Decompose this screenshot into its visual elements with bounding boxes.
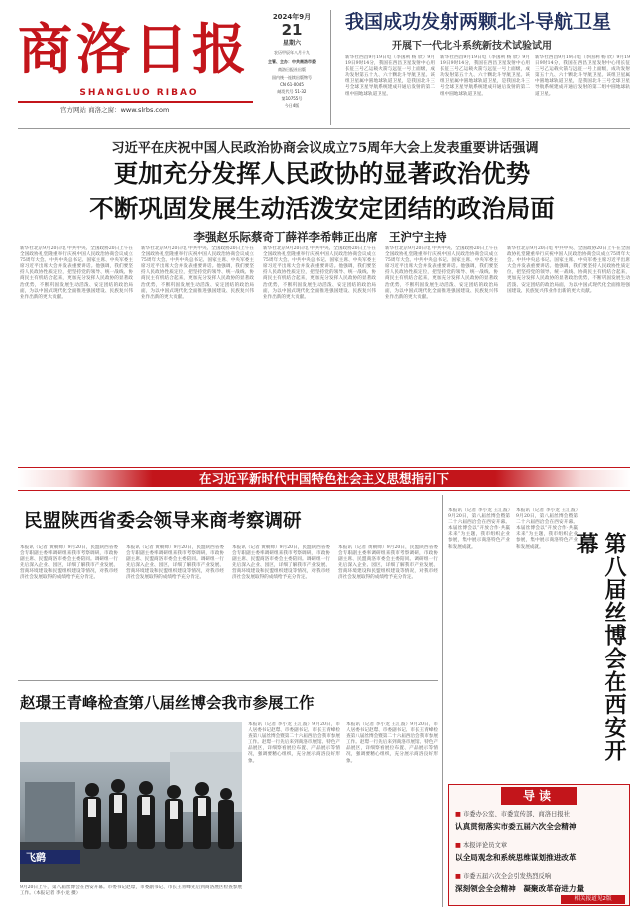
top-story-body: 新华社西昌9月19日电（李国利 杨 欣）9月19日9时14分，我国在西昌卫星发射中心用长征三号乙运载火箭与远征一号上面级，成功发射第五十九、六十颗北斗导航卫星。该组卫星属中圆地球轨道卫星，是我国北斗三号全球卫星导航系统建成开通后发射的第二组中圆地球轨道卫星。 <box>345 55 435 97</box>
top-story-headline[interactable]: 我国成功发射两颗北斗导航卫星 <box>345 11 612 33</box>
masthead-divider <box>330 10 331 125</box>
issue-day: 21 <box>281 21 303 39</box>
story-2-divider <box>18 680 438 681</box>
lead-subline: 李强赵乐际蔡奇丁薛祥李希韩正出席 王沪宁主持 <box>193 230 447 244</box>
issue-weekday: 星期六 <box>282 40 301 47</box>
guide-item-2-kicker <box>455 840 625 849</box>
masthead-logo: 商洛日报 <box>18 17 250 81</box>
story-4-col-2: 本报讯（记者 李小龙 王汇波）9月20日，第八届丝博会暨第二十六届西洽会在西安开幕。本届丝博会以“开放合作·共赢未来”为主题，我市组织企业参展，集中展示商洛特色产业和发展成就。 <box>516 508 578 550</box>
story-2-headline[interactable]: 民盟陕西省委会领导来商考察调研 <box>24 511 302 532</box>
guide-box <box>448 784 630 906</box>
banner-text: 在习近平新时代中国特色社会主义思想指引下 <box>198 471 449 486</box>
top-story-subhead: 开展下一代北斗系统新技术试验试用 <box>392 41 552 52</box>
masthead-pinyin: SHANGLUO RIBAO <box>79 88 199 98</box>
lead-body-col-3: 新华社北京9月20日电 中共中央、全国政协20日上午在全国政协礼堂隆重举行庆祝中国人民政治协商会议成立75周年大会。中共中央总书记、国家主席、中央军委主席习近平出席大会并发表重要讲话。他强调，我们要坚持人民政协性质定位，把坚持党的领导、统一战线、协商民主有机结合起来，更加充分发挥人民政协的显著政治优势，不断巩固发展生动活泼、安定团结的政治局面，为以中国式现代化全面推进强国建设、民族复兴伟业作出新的更大贡献。 <box>263 246 376 300</box>
issue-issn: 国内统一连续出版物号 <box>272 75 312 80</box>
guide-item-1-kicker-text: 市委办公室、市委宣传部、商洛日报社 <box>462 811 571 818</box>
lead-body-col-5: 新华社北京9月20日电 中共中央、全国政协20日上午在全国政协礼堂隆重举行庆祝中国人民政治协商会议成立75周年大会。中共中央总书记、国家主席、中央军委主席习近平出席大会并发表重要讲话。他强调，我们要坚持人民政协性质定位，把坚持党的领导、统一战线、协商民主有机结合起来，更加充分发挥人民政协的显著政治优势，不断巩固发展生动活泼、安定团结的政治局面，为以中国式现代化全面推进强国建设、民族复兴伟业作出新的更大贡献。 <box>507 246 630 294</box>
story-4-columns <box>448 508 578 778</box>
lead-body-col-1: 新华社北京9月20日电 中共中央、全国政协20日上午在全国政协礼堂隆重举行庆祝中国人民政治协商会议成立75周年大会。中共中央总书记、国家主席、中央军委主席习近平出席大会并发表重要讲话。他强调，我们要坚持人民政协性质定位，把坚持党的领导、统一战线、协商民主有机结合起来，更加充分发挥人民政协的显著政治优势，不断巩固发展生动活泼、安定团结的政治局面，为以中国式现代化全面推进强国建设、民族复兴伟业作出新的更大贡献。 <box>20 246 133 300</box>
banner-bottom-rule <box>18 490 630 491</box>
issue-number: 第10755号 <box>281 96 303 101</box>
guide-item-2-kicker-text: 本报评论员文章 <box>462 842 508 849</box>
guide-bullet-icon: ■ <box>455 842 461 849</box>
issue-year-month: 2024年9月 <box>272 13 312 21</box>
lead-headline-1[interactable]: 更加充分发挥人民政协的显著政治优势 <box>113 159 531 188</box>
guide-item-1-headline: 认真贯彻落实市委五届六次全会精神 <box>455 822 577 831</box>
sidebar-vertical-title[interactable]: 第八届丝博会在西安开幕 <box>573 532 627 762</box>
lead-body-col-2: 新华社北京9月20日电 中共中央、全国政协20日上午在全国政协礼堂隆重举行庆祝中国人民政治协商会议成立75周年大会。中共中央总书记、国家主席、中央军委主席习近平出席大会并发表重要讲话。他强调，我们要坚持人民政协性质定位，把坚持党的领导、统一战线、协商民主有机结合起来，更加充分发挥人民政协的显著政治优势，不断巩固发展生动活泼、安定团结的政治局面，为以中国式现代化全面推进强国建设、民族复兴伟业作出新的更大贡献。 <box>141 246 254 300</box>
guide-item-2[interactable] <box>455 840 625 863</box>
story-2-col-3: 本报讯（记者 黄朝帅）9月20日，民盟陕西省委会专职副主委率调研组来我市考察调研，市政协副主席、民盟商洛市委会主委陪同。调研组一行先后深入企业、园区，详细了解我市产业发展、营商环境建设和民盟组织建设等情况，对我市经济社会发展取得的成绩给予充分肯定。 <box>232 545 330 581</box>
lead-body-col-4: 新华社北京9月20日电 中共中央、全国政协20日上午在全国政协礼堂隆重举行庆祝中国人民政治协商会议成立75周年大会。中共中央总书记、国家主席、中央军委主席习近平出席大会并发表重要讲话。他强调，我们要坚持人民政协性质定位，把坚持党的领导、统一战线、协商民主有机结合起来，更加充分发挥人民政协的显著政治优势，不断巩固发展生动活泼、安定团结的政治局面，为以中国式现代化全面推进强国建设、民族复兴伟业作出新的更大贡献。 <box>385 246 498 300</box>
story-2-col-4: 本报讯（记者 黄朝帅）9月20日，民盟陕西省委会专职副主委率调研组来我市考察调研，市政协副主席、民盟商洛市委会主委陪同。调研组一行先后深入企业、园区，详细了解我市产业发展、营商环境建设和民盟组织建设等情况，对我市经济社会发展取得的成绩给予充分肯定。 <box>338 545 438 581</box>
story-3-columns <box>248 722 438 907</box>
lead-kicker: 习近平在庆祝中国人民政治协商会议成立75周年大会上发表重要讲话强调 <box>111 141 539 156</box>
top-story-body-col2: 新华社西昌9月19日电（李国利 杨 欣）9月19日9时14分，我国在西昌卫星发射中心用长征三号乙运载火箭与远征一号上面级，成功发射第五十九、六十颗北斗导航卫星。该组卫星属中圆地球轨道卫星，是我国北斗三号全球卫星导航系统建成开通后发射的第二组中圆地球轨道卫星。 <box>440 55 530 97</box>
expo-photo-caption: 9月20日上午，第八届丝博会在西安开幕。市委书记赵璟，市委副书记、市长王青峰先后到商洛展区检查参展工作。（本报记者 李小龙 摄） <box>20 885 242 897</box>
guide-item-3[interactable] <box>455 871 625 894</box>
story-3-col-2: 本报讯（记者 李小龙 王汇波）9月20日，市人居委书记赵璟、市委副书记、市长王青峰检查第八届丝博会暨第二十六届西洽会我市参展工作。赵璟一行先后来到商洛市展馆、特色产品展区，详细察看展位布置、产品展示等情况，强调要精心组织，充分展示商洛良好形象。 <box>346 722 438 764</box>
story-2-columns <box>20 545 438 675</box>
issue-cn: CN 61-0045 <box>280 82 304 87</box>
story-2-col-1: 本报讯（记者 黄朝帅）9月20日，民盟陕西省委会专职副主委率调研组来我市考察调研，市政协副主席、民盟商洛市委会主委陪同。调研组一行先后深入企业、园区，详细了解我市产业发展、营商环境建设和民盟组织建设等情况，对我市经济社会发展取得的成绩给予充分肯定。 <box>20 545 118 581</box>
guide-item-3-kicker <box>455 871 625 880</box>
guide-item-1[interactable] <box>455 809 625 832</box>
issue-info <box>262 12 322 109</box>
issue-post-code: 邮发代号 51-32 <box>277 89 307 94</box>
guide-footer[interactable]: 相关报道见2版 <box>561 895 625 904</box>
expo-photo <box>20 722 242 882</box>
masthead-bottom-rule <box>18 128 630 129</box>
lead-body-columns <box>20 246 630 463</box>
story-4-col-1: 本报讯（记者 李小龙 王汇波）9月20日，第八届丝博会暨第二十六届西洽会在西安开幕。本届丝博会以“开放合作·共赢未来”为主题，我市组织企业参展，集中展示商洛特色产业和发展成就。 <box>448 508 510 550</box>
story-2-col-2: 本报讯（记者 黄朝帅）9月20日，民盟陕西省委会专职副主委率调研组来我市考察调研，市政协副主席、民盟商洛市委会主委陪同。调研组一行先后深入企业、园区，详细了解我市产业发展、营商环境建设和民盟组织建设等情况，对我市经济社会发展取得的成绩给予充分肯定。 <box>126 545 224 581</box>
top-story-body-col3: 新华社西昌9月19日电（李国利 杨 欣）9月19日9时14分，我国在西昌卫星发射中心用长征三号乙运载火箭与远征一号上面级，成功发射第五十九、六十颗北斗导航卫星。该组卫星属中圆地球轨道卫星，是我国北斗三号全球卫星导航系统建成开通后发射的第二组中圆地球轨道卫星。 <box>535 55 630 97</box>
banner-top-rule <box>18 467 630 468</box>
issue-sponsor: 主管、主办：中共商洛市委 <box>268 59 316 64</box>
masthead-underline <box>18 101 253 103</box>
guide-item-3-kicker-text: 市委五届六次全会引发热烈反响 <box>462 873 552 880</box>
svg-text:飞鹞: 飞鹞 <box>26 853 46 864</box>
guide-bullet-icon: ■ <box>455 811 461 818</box>
site-url[interactable]: 官方网站 商洛之窗：www.slrbs.com <box>60 106 170 114</box>
issue-pages: 今日4版 <box>284 103 300 108</box>
guide-title: 导读 <box>522 789 555 803</box>
guide-item-2-headline: 以全局观念和系统思维谋划推进改革 <box>455 853 577 862</box>
story-3-headline[interactable]: 赵璟王青峰检查第八届丝博会我市参展工作 <box>20 693 315 712</box>
lead-headline-2[interactable]: 不断巩固发展生动活泼安定团结的政治局面 <box>89 194 555 223</box>
right-column-divider <box>442 495 443 907</box>
issue-publisher: 商洛日报社出版 <box>278 67 306 72</box>
guide-item-1-kicker <box>455 809 625 818</box>
issue-lunar: 农历甲辰年八月十九 <box>274 50 310 55</box>
guide-bullet-icon: ■ <box>455 873 461 880</box>
guide-item-3-headline: 深刻领会全会精神 凝聚改革奋进力量 <box>455 884 585 893</box>
expo-photo-illustration <box>20 722 242 882</box>
story-3-col-1: 本报讯（记者 李小龙 王汇波）9月20日，市人居委书记赵璟、市委副书记、市长王青峰检查第八届丝博会暨第二十六届西洽会我市参展工作。赵璟一行先后来到商洛市展馆、特色产品展区，详细察看展位布置、产品展示等情况，强调要精心组织，充分展示商洛良好形象。 <box>248 722 340 764</box>
